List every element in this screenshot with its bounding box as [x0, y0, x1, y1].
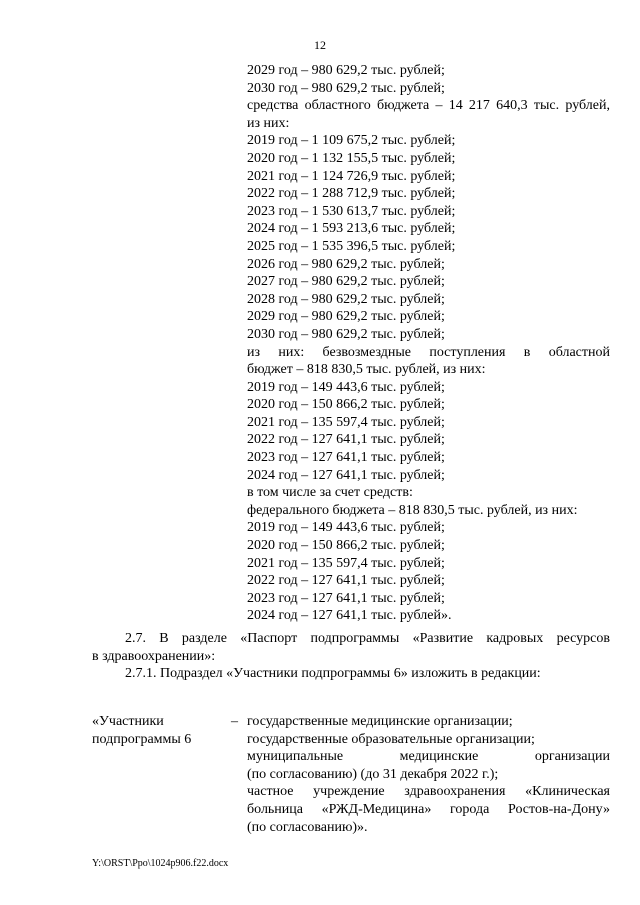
participant-item-cont: (по согласованию)». [247, 819, 368, 835]
list-item: 2028 год – 980 629,2 тыс. рублей; [247, 291, 445, 307]
list-item: 2024 год – 127 641,1 тыс. рублей; [247, 467, 445, 483]
list-item: 2030 год – 980 629,2 тыс. рублей; [247, 80, 445, 96]
participant-item-cont: (по согласованию) (до 31 декабря 2022 г.); [247, 766, 499, 782]
participant-item: государственные образовательные организации; [247, 731, 535, 747]
grants-total-line2: бюджет – 818 830,5 тыс. рублей, из них: [247, 362, 486, 378]
list-item: 2026 год – 980 629,2 тыс. рублей; [247, 256, 445, 272]
list-item: 2024 год – 1 593 213,6 тыс. рублей; [247, 221, 456, 237]
participant-item: муниципальные медицинские организации [247, 749, 610, 765]
list-item: 2021 год – 135 597,4 тыс. рублей; [247, 555, 445, 571]
grants-total-line1: из них: безвозмездные поступления в областной [247, 344, 610, 360]
participants-list [247, 713, 610, 836]
list-item: 2027 год – 980 629,2 тыс. рублей; [247, 274, 445, 290]
list-item: 2022 год – 127 641,1 тыс. рублей; [247, 432, 445, 448]
participant-item: частное учреждение здравоохранения «Клиническая [247, 784, 610, 800]
participants-dash: – [231, 714, 238, 729]
list-item: 2019 год – 149 443,6 тыс. рублей; [247, 379, 445, 395]
section-2-7-1: 2.7.1. Подраздел «Участники подпрограммы 6» изложить в редакции: [125, 666, 541, 682]
including-line: в том числе за счет средств: [247, 485, 413, 501]
list-item: 2021 год – 135 597,4 тыс. рублей; [247, 414, 445, 430]
list-item: 2023 год – 1 530 613,7 тыс. рублей; [247, 203, 456, 219]
list-item: 2022 год – 127 641,1 тыс. рублей; [247, 573, 445, 589]
regional-budget-total: средства областного бюджета – 14 217 640,3 тыс. рублей, [247, 98, 610, 114]
footer-file-path: Y:\ORST\Ppo\1024p906.f22.docx [92, 858, 229, 869]
section-2-7 [92, 630, 610, 683]
list-item: 2029 год – 980 629,2 тыс. рублей; [247, 309, 445, 325]
participant-item-cont: больница «РЖД-Медицина» города Ростов-на-Дону» [247, 801, 610, 817]
federal-budget-total: федерального бюджета – 818 830,5 тыс. рублей, из них: [247, 502, 578, 518]
page-number: 12 [314, 38, 326, 52]
participant-item: государственные медицинские организации; [247, 714, 513, 729]
list-item: 2029 год – 980 629,2 тыс. рублей; [247, 63, 445, 78]
section-2-7-heading-cont: в здравоохранении»: [92, 648, 216, 664]
regional-budget-from: из них: [247, 115, 290, 131]
list-item: 2020 год – 1 132 155,5 тыс. рублей; [247, 150, 456, 166]
participants-label [92, 713, 222, 748]
list-item: 2020 год – 150 866,2 тыс. рублей; [247, 538, 445, 554]
funding-list [247, 62, 610, 625]
participants-label-line2: подпрограммы 6 [92, 731, 192, 747]
list-item: 2022 год – 1 288 712,9 тыс. рублей; [247, 186, 456, 202]
list-item: 2019 год – 149 443,6 тыс. рублей; [247, 520, 445, 536]
list-item: 2019 год – 1 109 675,2 тыс. рублей; [247, 133, 456, 149]
list-item: 2023 год – 127 641,1 тыс. рублей; [247, 590, 445, 606]
list-item: 2025 год – 1 535 396,5 тыс. рублей; [247, 238, 456, 254]
list-item: 2023 год – 127 641,1 тыс. рублей; [247, 450, 445, 466]
list-item: 2024 год – 127 641,1 тыс. рублей». [247, 608, 452, 624]
list-item: 2030 год – 980 629,2 тыс. рублей; [247, 326, 445, 342]
list-item: 2020 год – 150 866,2 тыс. рублей; [247, 397, 445, 413]
section-2-7-heading: 2.7. В разделе «Паспорт подпрограммы «Развитие кадровых ресурсов [125, 631, 610, 646]
list-item: 2021 год – 1 124 726,9 тыс. рублей; [247, 168, 456, 184]
participants-label-line1: «Участники [92, 714, 164, 729]
